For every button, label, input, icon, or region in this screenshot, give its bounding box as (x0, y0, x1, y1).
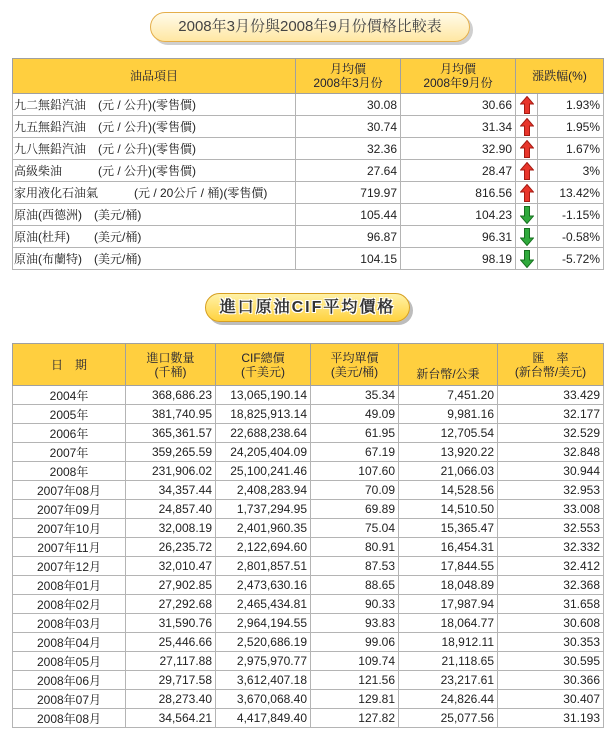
september-price-cell: 32.90 (401, 138, 516, 160)
crude-oil-cif-table (12, 343, 604, 728)
import-volume-cell: 381,740.95 (126, 405, 216, 424)
header-item: 油品項目 (13, 59, 296, 94)
header-september-price: 月均價 2008年9月份 (401, 59, 516, 94)
table-row (13, 94, 604, 116)
header-import-volume: 進口數量 (千桶) (126, 344, 216, 386)
exchange-rate-cell: 31.193 (498, 709, 604, 728)
unit-price-cell: 127.82 (311, 709, 399, 728)
ntd-per-kiloliter-cell: 18,048.89 (399, 576, 498, 595)
import-volume-cell: 32,010.47 (126, 557, 216, 576)
comparison-title-banner (150, 12, 470, 42)
unit-price-cell: 35.34 (311, 386, 399, 405)
table-row (13, 576, 604, 595)
header-unit-price: 平均單價 (美元/桶) (311, 344, 399, 386)
cif-total-cell: 2,473,630.16 (216, 576, 311, 595)
ntd-per-kiloliter-cell: 21,118.65 (399, 652, 498, 671)
unit-price-cell: 75.04 (311, 519, 399, 538)
arrow-up-icon (520, 184, 534, 202)
cif-total-cell: 22,688,238.64 (216, 424, 311, 443)
exchange-rate-cell: 32.553 (498, 519, 604, 538)
date-cell: 2008年02月 (13, 595, 126, 614)
table-row (13, 557, 604, 576)
trend-cell (516, 226, 538, 248)
date-cell: 2008年05月 (13, 652, 126, 671)
cif-title-banner (205, 293, 410, 322)
table-row (13, 182, 604, 204)
cif-total-cell: 2,520,686.19 (216, 633, 311, 652)
arrow-down-icon (520, 250, 534, 268)
ntd-per-kiloliter-cell: 25,077.56 (399, 709, 498, 728)
arrow-up-icon (520, 162, 534, 180)
cif-total-cell: 2,465,434.81 (216, 595, 311, 614)
march-price-cell: 104.15 (296, 248, 401, 270)
exchange-rate-cell: 30.944 (498, 462, 604, 481)
trend-cell (516, 182, 538, 204)
unit-price-cell: 88.65 (311, 576, 399, 595)
table-row (13, 481, 604, 500)
header-cif-total: CIF總價 (千美元) (216, 344, 311, 386)
table-row (13, 462, 604, 481)
march-price-cell: 27.64 (296, 160, 401, 182)
table-row (13, 443, 604, 462)
table-row (13, 519, 604, 538)
exchange-rate-cell: 30.353 (498, 633, 604, 652)
unit-price-cell: 67.19 (311, 443, 399, 462)
import-volume-cell: 359,265.59 (126, 443, 216, 462)
exchange-rate-cell: 32.332 (498, 538, 604, 557)
exchange-rate-cell: 32.953 (498, 481, 604, 500)
exchange-rate-cell: 32.412 (498, 557, 604, 576)
table-row (13, 690, 604, 709)
march-price-cell: 105.44 (296, 204, 401, 226)
header-date: 日 期 (13, 344, 126, 386)
ntd-per-kiloliter-cell: 9,981.16 (399, 405, 498, 424)
trend-cell (516, 160, 538, 182)
import-volume-cell: 31,590.76 (126, 614, 216, 633)
exchange-rate-cell: 30.407 (498, 690, 604, 709)
cif-total-cell: 3,670,068.40 (216, 690, 311, 709)
date-cell: 2007年12月 (13, 557, 126, 576)
date-cell: 2008年01月 (13, 576, 126, 595)
trend-cell (516, 248, 538, 270)
trend-cell (516, 116, 538, 138)
table-row (13, 671, 604, 690)
table-row (13, 226, 604, 248)
date-cell: 2008年03月 (13, 614, 126, 633)
cif-total-cell: 18,825,913.14 (216, 405, 311, 424)
change-percent-cell: -1.15% (538, 204, 604, 226)
date-cell: 2007年08月 (13, 481, 126, 500)
unit-price-cell: 93.83 (311, 614, 399, 633)
september-price-cell: 98.19 (401, 248, 516, 270)
ntd-per-kiloliter-cell: 16,454.31 (399, 538, 498, 557)
september-price-cell: 31.34 (401, 116, 516, 138)
table-header-row (13, 344, 604, 386)
change-percent-cell: 1.67% (538, 138, 604, 160)
date-cell: 2007年11月 (13, 538, 126, 557)
date-cell: 2007年 (13, 443, 126, 462)
import-volume-cell: 34,564.21 (126, 709, 216, 728)
unit-price-cell: 69.89 (311, 500, 399, 519)
date-cell: 2007年10月 (13, 519, 126, 538)
ntd-per-kiloliter-cell: 17,844.55 (399, 557, 498, 576)
cif-total-cell: 3,612,407.18 (216, 671, 311, 690)
import-volume-cell: 29,717.58 (126, 671, 216, 690)
date-cell: 2008年04月 (13, 633, 126, 652)
product-name-cell: 九二無鉛汽油 (元 / 公升)(零售價) (13, 94, 296, 116)
table-row (13, 633, 604, 652)
change-percent-cell: -0.58% (538, 226, 604, 248)
september-price-cell: 96.31 (401, 226, 516, 248)
ntd-per-kiloliter-cell: 14,528.56 (399, 481, 498, 500)
exchange-rate-cell: 33.008 (498, 500, 604, 519)
table-row (13, 538, 604, 557)
import-volume-cell: 365,361.57 (126, 424, 216, 443)
ntd-per-kiloliter-cell: 24,826.44 (399, 690, 498, 709)
table-row (13, 138, 604, 160)
trend-cell (516, 138, 538, 160)
date-cell: 2008年 (13, 462, 126, 481)
arrow-up-icon (520, 140, 534, 158)
ntd-per-kiloliter-cell: 7,451.20 (399, 386, 498, 405)
unit-price-cell: 99.06 (311, 633, 399, 652)
change-percent-cell: 3% (538, 160, 604, 182)
import-volume-cell: 27,292.68 (126, 595, 216, 614)
import-volume-cell: 27,902.85 (126, 576, 216, 595)
march-price-cell: 32.36 (296, 138, 401, 160)
table-row (13, 614, 604, 633)
ntd-per-kiloliter-cell: 23,217.61 (399, 671, 498, 690)
march-price-cell: 96.87 (296, 226, 401, 248)
unit-price-cell: 61.95 (311, 424, 399, 443)
ntd-per-kiloliter-cell: 14,510.50 (399, 500, 498, 519)
ntd-per-kiloliter-cell: 18,064.77 (399, 614, 498, 633)
exchange-rate-cell: 31.658 (498, 595, 604, 614)
trend-cell (516, 204, 538, 226)
import-volume-cell: 27,117.88 (126, 652, 216, 671)
import-volume-cell: 28,273.40 (126, 690, 216, 709)
product-name-cell: 原油(布蘭特) (美元/桶) (13, 248, 296, 270)
exchange-rate-cell: 30.366 (498, 671, 604, 690)
import-volume-cell: 231,906.02 (126, 462, 216, 481)
change-percent-cell: 1.95% (538, 116, 604, 138)
header-ntd-per-kiloliter: 新台幣/公秉 (399, 344, 498, 386)
september-price-cell: 816.56 (401, 182, 516, 204)
product-name-cell: 九八無鉛汽油 (元 / 公升)(零售價) (13, 138, 296, 160)
date-cell: 2006年 (13, 424, 126, 443)
table-row (13, 386, 604, 405)
cif-total-cell: 2,801,857.51 (216, 557, 311, 576)
import-volume-cell: 24,857.40 (126, 500, 216, 519)
cif-total-cell: 2,408,283.94 (216, 481, 311, 500)
import-volume-cell: 26,235.72 (126, 538, 216, 557)
unit-price-cell: 121.56 (311, 671, 399, 690)
table-row (13, 709, 604, 728)
ntd-per-kiloliter-cell: 15,365.47 (399, 519, 498, 538)
import-volume-cell: 34,357.44 (126, 481, 216, 500)
arrow-up-icon (520, 96, 534, 114)
header-change-percent: 漲跌幅(%) (516, 59, 604, 94)
date-cell: 2004年 (13, 386, 126, 405)
price-comparison-table (12, 58, 604, 270)
unit-price-cell: 107.60 (311, 462, 399, 481)
table-row (13, 405, 604, 424)
table-row (13, 424, 604, 443)
exchange-rate-cell: 32.529 (498, 424, 604, 443)
date-cell: 2008年07月 (13, 690, 126, 709)
table-row (13, 116, 604, 138)
september-price-cell: 104.23 (401, 204, 516, 226)
exchange-rate-cell: 32.177 (498, 405, 604, 424)
table-row (13, 160, 604, 182)
unit-price-cell: 90.33 (311, 595, 399, 614)
table-row (13, 652, 604, 671)
exchange-rate-cell: 32.368 (498, 576, 604, 595)
import-volume-cell: 368,686.23 (126, 386, 216, 405)
import-volume-cell: 32,008.19 (126, 519, 216, 538)
cif-total-cell: 1,737,294.95 (216, 500, 311, 519)
trend-cell (516, 94, 538, 116)
unit-price-cell: 49.09 (311, 405, 399, 424)
unit-price-cell: 70.09 (311, 481, 399, 500)
exchange-rate-cell: 33.429 (498, 386, 604, 405)
cif-total-cell: 4,417,849.40 (216, 709, 311, 728)
arrow-down-icon (520, 206, 534, 224)
exchange-rate-cell: 30.595 (498, 652, 604, 671)
cif-total-cell: 24,205,404.09 (216, 443, 311, 462)
date-cell: 2008年08月 (13, 709, 126, 728)
ntd-per-kiloliter-cell: 21,066.03 (399, 462, 498, 481)
cif-total-cell: 25,100,241.46 (216, 462, 311, 481)
unit-price-cell: 109.74 (311, 652, 399, 671)
september-price-cell: 28.47 (401, 160, 516, 182)
change-percent-cell: 1.93% (538, 94, 604, 116)
cif-total-cell: 2,964,194.55 (216, 614, 311, 633)
product-name-cell: 原油(西德洲) (美元/桶) (13, 204, 296, 226)
cif-total-cell: 2,122,694.60 (216, 538, 311, 557)
arrow-down-icon (520, 228, 534, 246)
table-row (13, 500, 604, 519)
exchange-rate-cell: 32.848 (498, 443, 604, 462)
ntd-per-kiloliter-cell: 17,987.94 (399, 595, 498, 614)
import-volume-cell: 25,446.66 (126, 633, 216, 652)
march-price-cell: 30.08 (296, 94, 401, 116)
product-name-cell: 九五無鉛汽油 (元 / 公升)(零售價) (13, 116, 296, 138)
cif-total-cell: 13,065,190.14 (216, 386, 311, 405)
ntd-per-kiloliter-cell: 18,912.11 (399, 633, 498, 652)
comparison-title: 2008年3月份與2008年9月份價格比較表 (178, 18, 442, 35)
product-name-cell: 家用液化石油氣 (元 / 20公斤 / 桶)(零售價) (13, 182, 296, 204)
table-row (13, 204, 604, 226)
change-percent-cell: -5.72% (538, 248, 604, 270)
date-cell: 2008年06月 (13, 671, 126, 690)
table-row (13, 595, 604, 614)
header-exchange-rate: 匯 率 (新台幣/美元) (498, 344, 604, 386)
date-cell: 2007年09月 (13, 500, 126, 519)
unit-price-cell: 80.91 (311, 538, 399, 557)
date-cell: 2005年 (13, 405, 126, 424)
table-header-row (13, 59, 604, 94)
change-percent-cell: 13.42% (538, 182, 604, 204)
ntd-per-kiloliter-cell: 13,920.22 (399, 443, 498, 462)
unit-price-cell: 87.53 (311, 557, 399, 576)
september-price-cell: 30.66 (401, 94, 516, 116)
march-price-cell: 719.97 (296, 182, 401, 204)
product-name-cell: 原油(杜拜) (美元/桶) (13, 226, 296, 248)
cif-title: 進口原油CIF平均價格 (219, 299, 396, 316)
cif-total-cell: 2,401,960.35 (216, 519, 311, 538)
exchange-rate-cell: 30.608 (498, 614, 604, 633)
march-price-cell: 30.74 (296, 116, 401, 138)
product-name-cell: 高級柴油 (元 / 公升)(零售價) (13, 160, 296, 182)
cif-total-cell: 2,975,970.77 (216, 652, 311, 671)
arrow-up-icon (520, 118, 534, 136)
table-row (13, 248, 604, 270)
unit-price-cell: 129.81 (311, 690, 399, 709)
ntd-per-kiloliter-cell: 12,705.54 (399, 424, 498, 443)
header-march-price: 月均價 2008年3月份 (296, 59, 401, 94)
